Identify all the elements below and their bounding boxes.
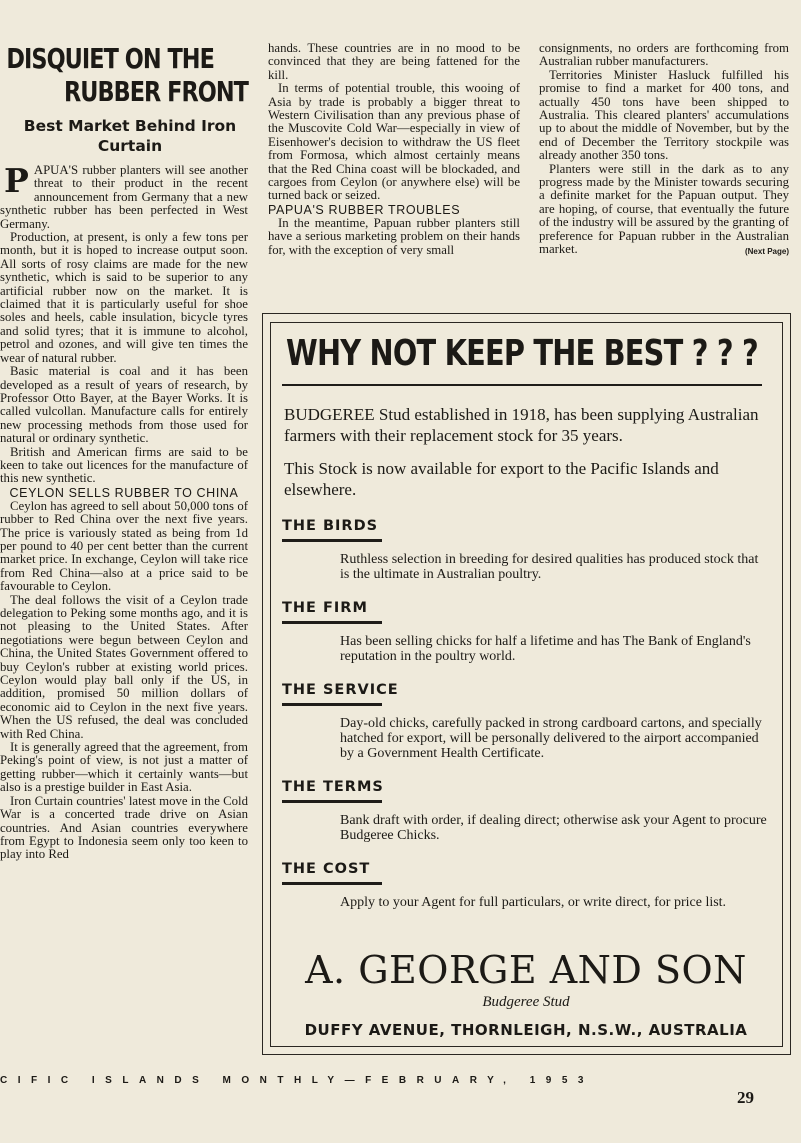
page-number: 29 (737, 1088, 754, 1107)
article-column-3 (539, 42, 789, 259)
article-paragraph: It is generally agreed that the agreement, from Peking's point of view, is not just a matter of getting rubber—which it certainly wants—but also is a prestige builder in East Asia. (0, 740, 248, 795)
article-paragraph: Territories Minister Hasluck fulfilled his promise to find a market for 400 tons, and actually 450 tons have been shipped to Australia. This cleared planters' accumulations up to about the middle of November, but by the end of December the Territory stockpile was already another 350 tons. (539, 67, 789, 163)
advert-section-heading: THE COST (282, 861, 371, 877)
advert-title-rule (282, 384, 762, 386)
running-footer: CIFIC ISLANDS MONTHLY—FEBRUARY, 1953 (0, 1075, 594, 1086)
section-heading-ceylon: CEYLON SELLS RUBBER TO CHINA (9, 485, 239, 500)
paragraph-text: Planters were still in the dark as to any progress made by the Minister towards securing a definite market for the Papuan output. They are hoping, of course, that eventually the future of the industry will be assured by the granting of preference for Papuan rubber in the Australian market. (539, 161, 789, 257)
paragraph-text: APUA'S rubber planters will see another threat to their product in the recent announcement from Germany that a new synthetic rubber has been perfected in West Germany. (0, 163, 248, 231)
article-column-2 (268, 42, 520, 257)
article-paragraph: hands. These countries are in no mood to be convinced that they are being fattened for the kill. (268, 41, 520, 82)
article-paragraph: The deal follows the visit of a Ceylon trade delegation to Peking some months ago, and it is not pleasing to the United States. After negotiations were begun between Ceylon and China, the United States Government offered to buy Ceylon's rubber at existing world prices. Ceylon would play ball only if the US, in addition, promised 50 million dollars of economic aid to Ceylon in the next five years. When the US refused, the deal was concluded with Red China. (0, 592, 248, 741)
advert-stud-name: Budgeree Stud (482, 994, 570, 1010)
section-rule (282, 882, 382, 885)
article-paragraph: In terms of potential trouble, this wooing of Asia by trade is probably a bigger threat to Western Civilisation than any previous phase of the Muscovite Cold War—especially in view of Eisenhower's decision to withdraw the US fleet from Formosa, which almost certainly means that the Red China coast will be blockaded, and cargoes from Ceylon (or anywhere else) will be turned back or seized. (268, 81, 520, 203)
advertisement (282, 330, 770, 1039)
article-column-1 (0, 42, 248, 862)
advert-section-text: Ruthless selection in breeding for desired qualities has produced stock that is the ultimate in Australian poultry. (340, 552, 759, 582)
article-paragraph: Ceylon has agreed to sell about 50,000 tons of rubber to Red China over the next five years. The price is variously stated as being from 1d per pound to 40 per cent better than the current market price. In exchange, Ceylon will take rice from Red China—also at a price said to be favourable to Ceylon. (0, 498, 248, 594)
article-paragraph: British and American firms are said to be keen to take out licences for the manufacture of this new synthetic. (0, 444, 248, 486)
advert-section-heading: THE TERMS (282, 779, 384, 795)
next-page-note: (Next Page) (744, 247, 789, 257)
section-rule (282, 621, 382, 624)
section-rule (282, 800, 382, 803)
advert-company-name: A. GEORGE AND SON (305, 948, 747, 992)
article-paragraph (539, 163, 789, 257)
advert-intro: BUDGEREE Stud established in 1918, has been supplying Australian farmers with their replacement stock for 35 years. (284, 405, 759, 445)
headline-line-1: DISQUIET ON THE (6, 42, 214, 75)
section-rule (282, 703, 382, 706)
advert-title: WHY NOT KEEP THE BEST ? ? ? (286, 333, 758, 374)
article-paragraph: In the meantime, Papuan rubber planters still have a serious marketing problem on their hands for, with the exception of very small (268, 215, 520, 257)
section-rule (282, 539, 382, 542)
advert-section-text: Apply to your Agent for full particulars, or write direct, for price list. (340, 895, 727, 910)
drop-cap: P (4, 161, 29, 200)
article-paragraph: Production, at present, is only a few tons per month, but it is hoped to increase output soon. All sorts of rosy claims are made for the new synthetic, which is said to be superior to any artificial rubber now on the market. It is claimed that it is particularly useful for shoe soles and heels, cable insulation, bicycle tyres and solid tyres; that it is immune to alcohol, petrol and ozones, and will give ten times the wear of natural rubber. (0, 230, 248, 365)
article-headline (0, 42, 248, 108)
article-paragraph (0, 161, 248, 231)
section-heading-papua: PAPUA'S RUBBER TROUBLES (268, 202, 461, 217)
advert-section-text: Bank draft with order, if dealing direct; otherwise ask your Agent to procure Budgeree Chicks. (340, 813, 767, 843)
article-paragraph: Basic material is coal and it has been developed as a result of years of research, by Professor Otto Bayer, at the Bayer Works. It is called vulcollan. Manufacture calls for entirely new processing methods from those used for natural or ordinary synthetic. (0, 364, 248, 446)
advert-intro: This Stock is now available for export to the Pacific Islands and elsewhere. (284, 459, 719, 499)
advert-section-heading: THE FIRM (282, 600, 368, 616)
advert-section-heading: THE SERVICE (282, 682, 399, 698)
advert-section-heading: THE BIRDS (282, 518, 379, 534)
advert-address: DUFFY AVENUE, THORNLEIGH, N.S.W., AUSTRALIA (304, 1021, 748, 1039)
article-paragraph: Iron Curtain countries' latest move in the Cold War is a concerted trade drive on Asian countries. And Asian countries everywhere from Egypt to Indonesia seem only too keen to play into Red (0, 793, 248, 862)
advert-section-text: Day-old chicks, carefully packed in strong cardboard cartons, and specially hatched for export, will be personally delivered to the airport accompanied by a Government Health Certificate. (340, 716, 762, 761)
article-subhead: Best Market Behind Iron Curtain (23, 117, 237, 155)
article-paragraph: consignments, no orders are forthcoming from Australian rubber manufacturers. (539, 41, 789, 69)
advert-section-text: Has been selling chicks for half a lifetime and has The Bank of England's reputation in the poultry world. (340, 634, 751, 664)
headline-line-2: RUBBER FRONT (63, 75, 249, 108)
